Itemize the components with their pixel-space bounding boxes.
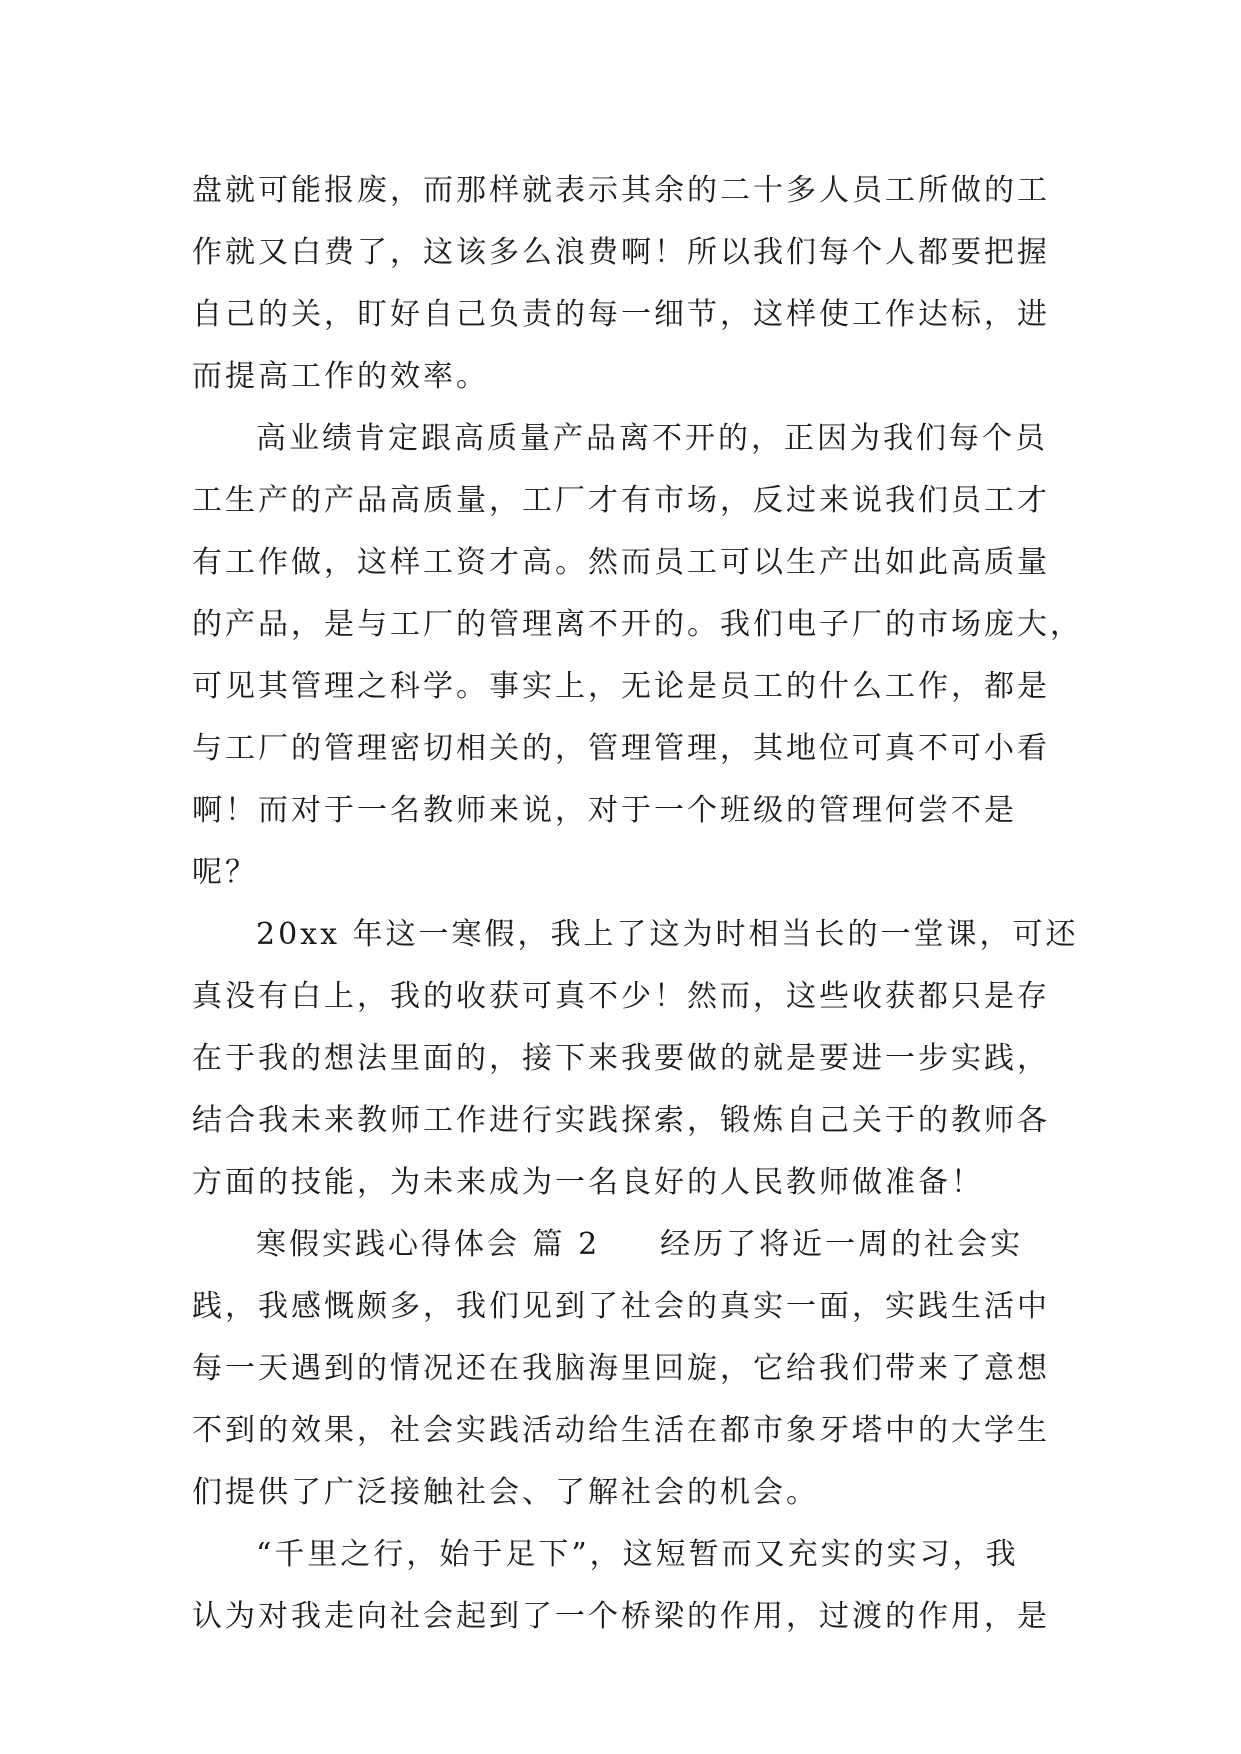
section-heading: 寒假实践心得体会 篇 2 xyxy=(256,1227,601,1262)
text-line: 的产品，是与工厂的管理离不开的。我们电子厂的市场庞大， xyxy=(192,607,1083,642)
text-line: 不到的效果，社会实践活动给生活在都市象牙塔中的大学生 xyxy=(192,1413,1050,1448)
paragraph-first-line: 20xx 年这一寒假，我上了这为时相当长的一堂课，可还 xyxy=(256,917,1079,952)
document-body xyxy=(192,160,1083,1648)
paragraph-first-line: 高业绩肯定跟高质量产品离不开的，正因为我们每个员 xyxy=(256,421,1048,456)
text-line: 们提供了广泛接触社会、了解社会的机会。 xyxy=(192,1475,819,1510)
text-line: 每一天遇到的情况还在我脑海里回旋，它给我们带来了意想 xyxy=(192,1351,1050,1386)
text-line: 在于我的想法里面的，接下来我要做的就是要进一步实践， xyxy=(192,1041,1050,1076)
text-line: 工生产的产品高质量，工厂才有市场，反过来说我们员工才 xyxy=(192,483,1050,518)
text-line: 自己的关，盯好自己负责的每一细节，这样使工作达标，进 xyxy=(192,297,1050,332)
text-line: 啊！而对于一名教师来说，对于一个班级的管理何尝不是 xyxy=(192,793,1017,828)
text-line: 践，我感慨颇多，我们见到了社会的真实一面，实践生活中 xyxy=(192,1289,1050,1324)
text-line: 作就又白费了，这该多么浪费啊！所以我们每个人都要把握 xyxy=(192,235,1050,270)
text-line: 结合我未来教师工作进行实践探索，锻炼自己关于的教师各 xyxy=(192,1103,1050,1138)
text-line: 可见其管理之科学。事实上，无论是员工的什么工作，都是 xyxy=(192,669,1050,704)
text-line: 有工作做，这样工资才高。然而员工可以生产出如此高质量 xyxy=(192,545,1050,580)
text-line: 与工厂的管理密切相关的，管理管理，其地位可真不可小看 xyxy=(192,731,1050,766)
section-heading-line xyxy=(192,1214,1062,1276)
text-line: 而提高工作的效率。 xyxy=(192,359,489,394)
section-heading-continuation: 经历了将近一周的社会实 xyxy=(660,1227,1024,1262)
text-line: 呢？ xyxy=(192,855,258,890)
text-line: 真没有白上，我的收获可真不少！然而，这些收获都只是存 xyxy=(192,979,1050,1014)
paragraph-first-line: “千里之行，始于足下”，这短暂而又充实的实习，我 xyxy=(256,1537,1019,1572)
text-line: 盘就可能报废，而那样就表示其余的二十多人员工所做的工 xyxy=(192,173,1050,208)
text-line: 方面的技能，为未来成为一名良好的人民教师做准备！ xyxy=(192,1165,984,1200)
text-line: 认为对我走向社会起到了一个桥梁的作用，过渡的作用，是 xyxy=(192,1599,1050,1634)
